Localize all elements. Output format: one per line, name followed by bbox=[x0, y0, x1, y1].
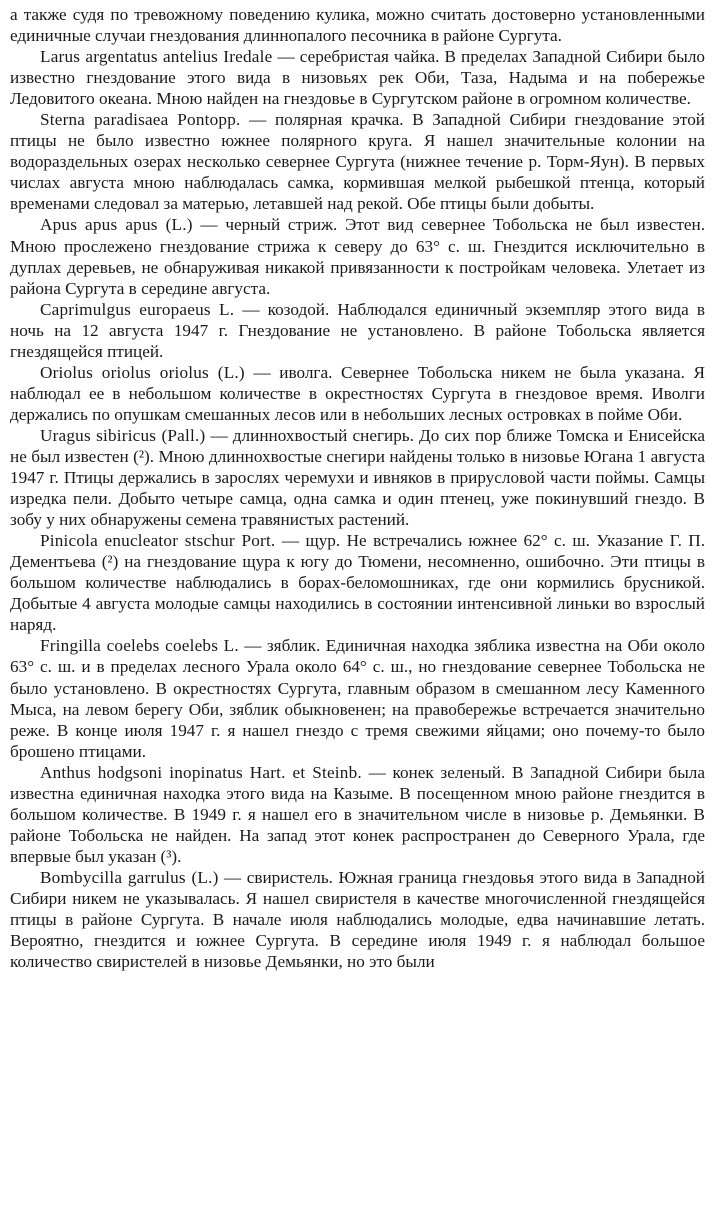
paragraph-text: — иволга. Севернее Тобольска никем не была указана. Я наблюдал ее в небольшом количестве в окрестностях Сургута в гнездовое время. Иволги держались по опушкам смешанных лесов или в небольших лесных островках в пойме Оби. bbox=[10, 362, 705, 424]
paragraph-oriolus bbox=[10, 362, 705, 425]
paragraph-sterna bbox=[10, 109, 705, 214]
paragraph-text: — черный стриж. Этот вид севернее Тобольска не был известен. Мною прослежено гнездование стрижа к северу до 63° с. ш. Гнездится исключительно в дуплах деревьев, не обнаруживая никакой привязанности к постройкам человека. Улетает из района Сургута в середине августа. bbox=[10, 215, 706, 298]
paragraph-text: — зяблик. Единичная находка зяблика известна на Оби около 63° с. ш. и в пределах лесного Урала около 64° с. ш., но гнездование севернее Тобольска не было установлено. В окрестностях Сургута, главным образом в смешанном лесу Каменного Мыса, на левом берегу Оби, зяблик обыкновенен; на правобережье встречается значительно реже. В конце июля 1947 г. я нашел гнездо с тремя свежими яйцами; оно почему-то было брошено птицами. bbox=[10, 636, 706, 761]
document-page bbox=[10, 4, 705, 972]
paragraph-text: — длиннохвостый снегирь. До сих пор ближе Томска и Енисейска не был известен (²). Мною длиннохвостые снегири найдены только в низовье Югана 1 августа 1947 г. Птицы держались в зарослях черемухи и ивняков в прирусловой части поймы. Самцы изредка пели. Добыто четыре самца, одна самка и один птенец, уже покинувший гнездо. В зобу у них обнаружены семена травянистых растений. bbox=[10, 425, 705, 530]
species-name: Oriolus oriolus oriolus (L.) bbox=[40, 362, 245, 382]
paragraph-uragus bbox=[10, 425, 705, 530]
paragraph-1 bbox=[10, 4, 705, 46]
paragraph-text: — серебристая чайка. В пределах Западной Сибири было известно гнездование этого вида в низовьях рек Оби, Таза, Надыма и на побережье Ледовитого океана. Мною найден на гнездовье в Сургутском районе в огромном количестве. bbox=[10, 47, 705, 109]
paragraph-bombycilla bbox=[10, 867, 705, 972]
species-name: Bombycilla garrulus (L.) bbox=[40, 867, 219, 887]
species-name: Sterna paradisaea Pontopp. bbox=[40, 110, 241, 130]
paragraph-apus bbox=[10, 214, 705, 298]
paragraph-pinicola bbox=[10, 530, 705, 635]
paragraph-fringilla bbox=[10, 635, 705, 761]
species-name: Uragus sibiricus (Pall.) bbox=[40, 425, 206, 445]
species-name: Anthus hodgsoni inopinatus Hart. et Steinb. bbox=[40, 762, 362, 782]
paragraph-anthus bbox=[10, 762, 705, 867]
paragraph-1-text: а также судя по тревожному поведению кулика, можно считать достоверно установленными единичные случаи гнездования длиннопалого песочника в районе Сургута. bbox=[10, 5, 705, 46]
paragraph-caprimulgus bbox=[10, 299, 705, 362]
paragraph-text: — щур. Не встречались южнее 62° с. ш. Указание Г. П. Дементьева (²) на гнездование щура к югу до Тюмени, несомненно, ошибочно. Эти птицы в большом количестве наблюдались в борах-беломошниках, где они кормились брусникой. Добытые 4 августа молодые самцы находились в состоянии интенсивной линьки во взрослый наряд. bbox=[10, 531, 706, 635]
paragraph-text: — полярная крачка. В Западной Сибири гнездование этой птицы не было известно южнее полярного круга. Я нашел значительные колонии на водораздельных озерах несколько севернее Сургута (нижнее течение р. Торм-Яун). В первых числах августа мною наблюдалась самка, кормившая мелкой рыбешкой птенца, который временами следовал за матерью, летавшей над рекой. Обе птицы были добыты. bbox=[10, 110, 705, 214]
paragraph-text: — конек зеленый. В Западной Сибири была известна единичная находка этого вида на Казыме. В посещенном мною районе гнездится в большом количестве. В 1949 г. я нашел его в значительном числе в низовье р. Демьянки. В районе Тобольска не найден. На запад этот конек распространен до Северного Урала, где впервые был указан (³). bbox=[10, 762, 706, 866]
paragraph-larus bbox=[10, 46, 705, 109]
species-name: Apus apus apus (L.) bbox=[40, 215, 193, 235]
paragraph-text: — козодой. Наблюдался единичный экземпляр этого вида в ночь на 12 августа 1947 г. Гнездование не установлено. В районе Тобольска является гнездящейся птицей. bbox=[10, 299, 705, 361]
species-name: Fringilla coelebs coelebs L. bbox=[40, 636, 239, 656]
species-name: Larus argentatus antelius Iredale bbox=[40, 47, 273, 67]
species-name: Caprimulgus europaeus L. bbox=[40, 299, 235, 319]
species-name: Pinicola enucleator stschur Port. bbox=[40, 531, 276, 551]
paragraph-text: — свиристель. Южная граница гнездовья этого вида в Западной Сибири никем не указывалась. Я нашел свиристеля в качестве многочисленной гнездящейся птицы в районе Сургута. В начале июля наблюдались молодые, едва начинавшие летать. Вероятно, гнездится и южнее Сургута. В середине июля 1949 г. я наблюдал большое количество свиристелей в низовье Демьянки, но это были bbox=[10, 867, 705, 972]
